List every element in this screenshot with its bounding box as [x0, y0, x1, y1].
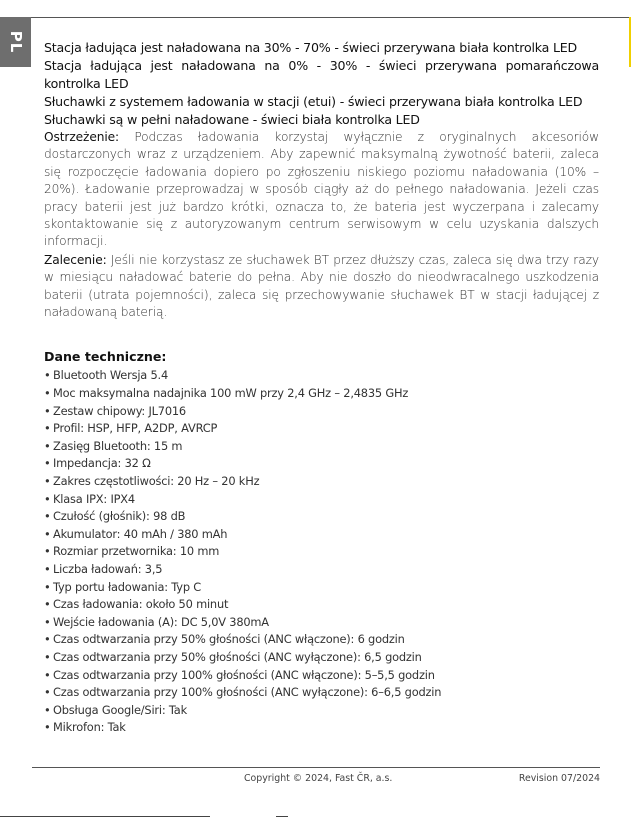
footer-rule	[32, 767, 600, 768]
spec-item: • Mikrofon: Tak	[44, 719, 599, 737]
spec-item: • Czas odtwarzania przy 100% głośności (ANC włączone): 5–5,5 godzin	[44, 667, 599, 685]
spec-item: • Moc maksymalna nadajnika 100 mW przy 2,4 GHz – 2,4835 GHz	[44, 385, 599, 403]
recommendation-text: Jeśli nie korzystasz ze słuchawek BT przez dłuższy czas, zaleca się dwa trzy razy w miesiącu naładować baterie do pełna. Aby nie doszło do nieodwracalnego uszkodzenia baterii (utrata pojemności), zaleca się przechowywanie słuchawek BT w stacji ładującej z naładowaną baterią.	[44, 252, 599, 320]
spec-item: • Typ portu ładowania: Typ C	[44, 579, 599, 597]
spec-item: • Zakres częstotliwości: 20 Hz – 20 kHz	[44, 473, 599, 491]
language-tab	[0, 17, 31, 67]
spec-item: • Rozmiar przetwornika: 10 mm	[44, 543, 599, 561]
spec-item: • Profil: HSP, HFP, A2DP, AVRCP	[44, 420, 599, 438]
led-status-line: Stacja ładująca jest naładowana na 0% - 30% - świeci przerywana pomarańczowa kontrolka LED	[44, 58, 599, 91]
revision-text: Revision 07/2024	[518, 773, 600, 784]
language-label: PL	[6, 30, 25, 54]
spec-item: • Obsługa Google/Siri: Tak	[44, 702, 599, 720]
warning-paragraph	[44, 129, 599, 251]
spec-item: • Klasa IPX: IPX4	[44, 491, 599, 509]
spec-item: • Czas odtwarzania przy 50% głośności (ANC wyłączone): 6,5 godzin	[44, 649, 599, 667]
recommendation-label: Zalecenie:	[44, 252, 107, 267]
warning-text: Podczas ładowania korzystaj wyłącznie z oryginalnych akcesoriów dostarczonych wraz z urządzeniem. Aby zapewnić maksymalną żywotność baterii, zaleca się rozpoczęcie ładowania dopiero po zgłoszeniu niskiego poziomu naładowania (10% – 20%). Ładowanie przeprowadzaj w sposób ciągły aż do pełnego naładowania. Jeżeli czas pracy baterii jest już bardzo krótki, oznacza to, że bateria jest wyczerpana i zalecamy skontaktowanie się z autoryzowanym centrum serwisowym w celu uzyskania dalszych informacji.	[44, 130, 599, 249]
spec-item: • Zestaw chipowy: JL7016	[44, 403, 599, 421]
tech-specs-list	[44, 367, 599, 736]
tech-specs-heading: Dane techniczne:	[44, 349, 167, 365]
spec-item: • Czas odtwarzania przy 100% głośności (ANC wyłączone): 6–6,5 godzin	[44, 684, 599, 702]
recommendation-paragraph	[44, 252, 599, 322]
spec-item: • Zasięg Bluetooth: 15 m	[44, 438, 599, 456]
spec-item: • Czułość (głośnik): 98 dB	[44, 508, 599, 526]
led-status-line: Słuchawki z systemem ładowania w stacji (etui) - świeci przerywana biała kontrolka LED	[44, 94, 583, 109]
page-content	[44, 39, 599, 737]
led-status-line: Stacja ładująca jest naładowana na 30% - 70% - świeci przerywana biała kontrolka LED	[44, 40, 578, 55]
spec-item: • Czas odtwarzania przy 50% głośności (ANC włączone): 6 godzin	[44, 631, 599, 649]
warning-label: Ostrzeżenie:	[44, 130, 120, 144]
top-rule	[30, 17, 631, 18]
spec-item: • Czas ładowania: około 50 minut	[44, 596, 599, 614]
page-edge-line	[0, 816, 210, 817]
page-edge-mark	[276, 816, 288, 817]
spec-item: • Bluetooth Wersja 5.4	[44, 367, 599, 385]
spec-item: • Wejście ładowania (A): DC 5,0V 380mA	[44, 614, 599, 632]
led-status-line: Słuchawki są w pełni naładowane - świeci biała kontrolka LED	[44, 112, 420, 127]
copyright-text: Copyright © 2024, Fast ČR, a.s.	[244, 773, 393, 784]
spec-item: • Impedancja: 32 Ω	[44, 455, 599, 473]
spec-item: • Liczba ładowań: 3,5	[44, 561, 599, 579]
spec-item: • Akumulator: 40 mAh / 380 mAh	[44, 526, 599, 544]
